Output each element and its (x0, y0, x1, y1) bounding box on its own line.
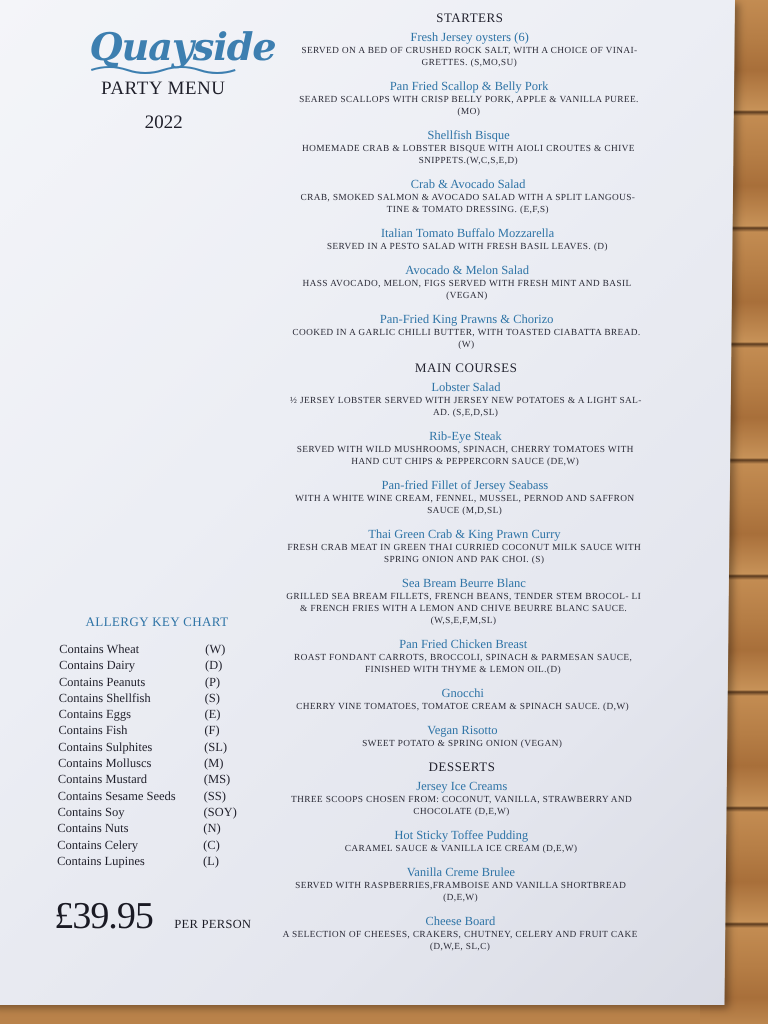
allergy-code: (E) (204, 707, 221, 722)
dish-item (283, 575, 644, 627)
dish-description: THREE SCOOPS CHOSEN FROM: COCONUT, VANILLA, STRAWBERRY AND CHOCOLATE (D,E,W) (291, 795, 633, 817)
allergy-code: (W) (205, 642, 226, 656)
dish-item (287, 262, 647, 302)
allergy-label: Contains Nuts (57, 821, 129, 836)
dish-description: SEARED SCALLOPS WITH CRISP BELLY PORK, APPLE & VANILLA PUREE. (MO) (299, 95, 639, 117)
dish-item (280, 913, 640, 953)
dish-description: SWEET POTATO & SPRING ONION (VEGAN) (362, 739, 563, 749)
allergy-code: (M) (203, 756, 224, 771)
dish-name: Shellfish Bisque (427, 128, 510, 142)
dish-name: Italian Tomato Buffalo Mozzarella (380, 226, 555, 240)
dish-item (281, 778, 641, 818)
allergy-code: (N) (203, 821, 221, 836)
dish-name: Pan Fried Chicken Breast (399, 637, 528, 651)
allergy-key-list (57, 641, 249, 869)
allergy-label: Contains Sesame Seeds (57, 788, 176, 803)
dish-name: Vanilla Creme Brulee (406, 865, 516, 879)
menu-title: PARTY MENU (100, 78, 226, 99)
dish-description: HOMEMADE CRAB & LOBSTER BISQUE WITH AIOLI CROUTES & CHIVE SNIPPETS.(W,C,S,E,D) (301, 144, 635, 166)
allergy-key-title: ALLERGY KEY CHART (85, 614, 229, 629)
allergy-row (58, 755, 248, 771)
allergy-label: Contains Shellfish (58, 690, 151, 705)
dish-name: Jersey Ice Creams (416, 779, 508, 793)
allergy-code: (S) (204, 690, 221, 705)
dish-item (287, 225, 647, 253)
allergy-label: Contains Soy (57, 804, 125, 819)
allergy-code: (MS) (203, 772, 231, 787)
dish-item (289, 29, 649, 69)
dish-name: Pan-fried Fillet of Jersey Seabass (381, 478, 549, 492)
allergy-label: Contains Eggs (58, 707, 132, 722)
dish-item (284, 526, 644, 566)
allergy-code: (P) (204, 674, 221, 689)
allergy-code: (F) (204, 723, 220, 738)
allergy-code: (C) (203, 837, 220, 852)
dish-name: Thai Green Crab & King Prawn Curry (368, 527, 561, 541)
allergy-label: Contains Sulphites (58, 739, 153, 754)
allergy-code: (SL) (204, 739, 228, 754)
allergy-row (58, 739, 248, 755)
allergy-label: Contains Fish (58, 723, 128, 738)
dish-description: CHERRY VINE TOMATOES, TOMATOE CREAM & SPINACH SAUCE. (D,W) (296, 702, 630, 712)
allergy-label: Contains Wheat (59, 642, 140, 656)
allergy-code: (SS) (203, 788, 226, 803)
allergy-row (58, 706, 248, 722)
allergy-label: Contains Peanuts (58, 674, 146, 689)
dish-name: Sea Bream Beurre Blanc (401, 576, 526, 590)
dish-description: FRESH CRAB MEAT IN GREEN THAI CURRIED COCONUT MILK SAUCE WITH SPRING ONION AND PAK CHOI. (S) (287, 543, 642, 565)
allergy-row (59, 690, 249, 706)
dish-item (288, 127, 648, 167)
allergy-label: Contains Mustard (57, 772, 148, 787)
dish-description: ROAST FONDANT CARROTS, BROCCOLI, SPINACH & PARMESAN SAUCE, FINISHED WITH THYME & LEMON OIL.(D) (293, 653, 633, 675)
brand-logo: Quayside (89, 24, 276, 69)
dish-name: Fresh Jersey oysters (6) (410, 30, 529, 44)
dish-name: Pan Fried Scallop & Belly Pork (389, 79, 549, 93)
dish-name: Pan-Fried King Prawns & Chorizo (379, 312, 554, 326)
dish-item (282, 722, 642, 750)
dish-description: SERVED WITH WILD MUSHROOMS, SPINACH, CHERRY TOMATOES WITH HAND CUT CHIPS & PEPPERCORN SAUCE (DE,W) (296, 445, 634, 467)
dish-item (288, 176, 648, 216)
section-title: MAIN COURSES (414, 360, 518, 375)
allergy-row (59, 674, 249, 690)
allergy-label: Contains Celery (57, 837, 139, 852)
dish-name: Lobster Salad (431, 380, 501, 394)
dish-name: Crab & Avocado Salad (410, 177, 526, 191)
allergy-row (59, 641, 249, 657)
dish-item (283, 685, 643, 713)
dish-name: Rib-Eye Steak (429, 429, 502, 443)
allergy-label: Contains Lupines (56, 853, 145, 868)
dish-description: SERVED IN A PESTO SALAD WITH FRESH BASIL LEAVES. (D) (326, 242, 608, 252)
allergy-row (57, 853, 247, 869)
dish-name: Hot Sticky Toffee Pudding (394, 828, 529, 842)
allergy-code: (SOY) (203, 804, 237, 819)
dish-description: ½ JERSEY LOBSTER SERVED WITH JERSEY NEW POTATOES & A LIGHT SAL- AD. (S,E,D,SL) (289, 396, 642, 418)
dish-description: GRILLED SEA BREAM FILLETS, FRENCH BEANS, TENDER STEM BROCOL- LI & FRENCH FRIES WITH A LEMON AND CHIVE BEURRE BLANC SAUCE. (W,S,E,F,M,SL) (286, 592, 642, 626)
allergy-row (57, 820, 247, 836)
dish-item (281, 827, 641, 855)
allergy-label: Contains Dairy (58, 658, 136, 673)
price-amount: £39.95 (54, 895, 154, 937)
dish-item (286, 311, 646, 351)
allergy-code: (D) (204, 658, 223, 673)
dish-description: CRAB, SMOKED SALMON & AVOCADO SALAD WITH A SPLIT LANGOUS- TINE & TOMATO DRESSING. (E,F,S) (300, 193, 636, 215)
dish-name: Avocado & Melon Salad (405, 263, 530, 277)
allergy-label: Contains Molluscs (57, 756, 152, 771)
dish-name: Vegan Risotto (427, 723, 498, 737)
dish-name: Gnocchi (441, 686, 484, 700)
allergy-row (57, 837, 247, 853)
dish-item (285, 428, 645, 468)
dish-item (281, 864, 641, 904)
dish-description: COOKED IN A GARLIC CHILLI BUTTER, WITH TOASTED CIABATTA BREAD. (W) (292, 328, 641, 350)
allergy-row (57, 804, 247, 820)
section-title: DESSERTS (428, 759, 496, 774)
menu-sections (280, 10, 650, 962)
allergy-row (59, 657, 249, 673)
wave-logo-icon (89, 64, 239, 74)
dish-item (289, 78, 649, 118)
dish-item (285, 477, 645, 517)
section-title: STARTERS (436, 10, 504, 25)
allergy-row (58, 722, 248, 738)
dish-description: CARAMEL SAUCE & VANILLA ICE CREAM (D,E,W) (344, 844, 578, 854)
dish-description: WITH A WHITE WINE CREAM, FENNEL, MUSSEL, PERNOD AND SAFFRON SAUCE (M,D,SL) (295, 494, 635, 516)
menu-year: 2022 (144, 112, 183, 133)
allergy-code: (L) (202, 853, 220, 868)
dish-description: HASS AVOCADO, MELON, FIGS SERVED WITH FRESH MINT AND BASIL (VEGAN) (302, 279, 632, 301)
dish-description: A SELECTION OF CHEESES, CRAKERS, CHUTNEY, CELERY AND FRUIT CAKE (D,W,E, SL,C) (282, 930, 638, 952)
allergy-row (58, 788, 248, 804)
dish-item (286, 379, 646, 419)
dish-item (283, 636, 643, 676)
dish-description: SERVED ON A BED OF CRUSHED ROCK SALT, WITH A CHOICE OF VINAI- GRETTES. (S,MO,SU) (301, 46, 638, 68)
price-per-person: PER PERSON (174, 917, 252, 931)
allergy-row (58, 771, 248, 787)
dish-description: SERVED WITH RASPBERRIES,FRAMBOISE AND VANILLA SHORTBREAD (D,E,W) (295, 881, 627, 903)
dish-name: Cheese Board (425, 914, 496, 928)
